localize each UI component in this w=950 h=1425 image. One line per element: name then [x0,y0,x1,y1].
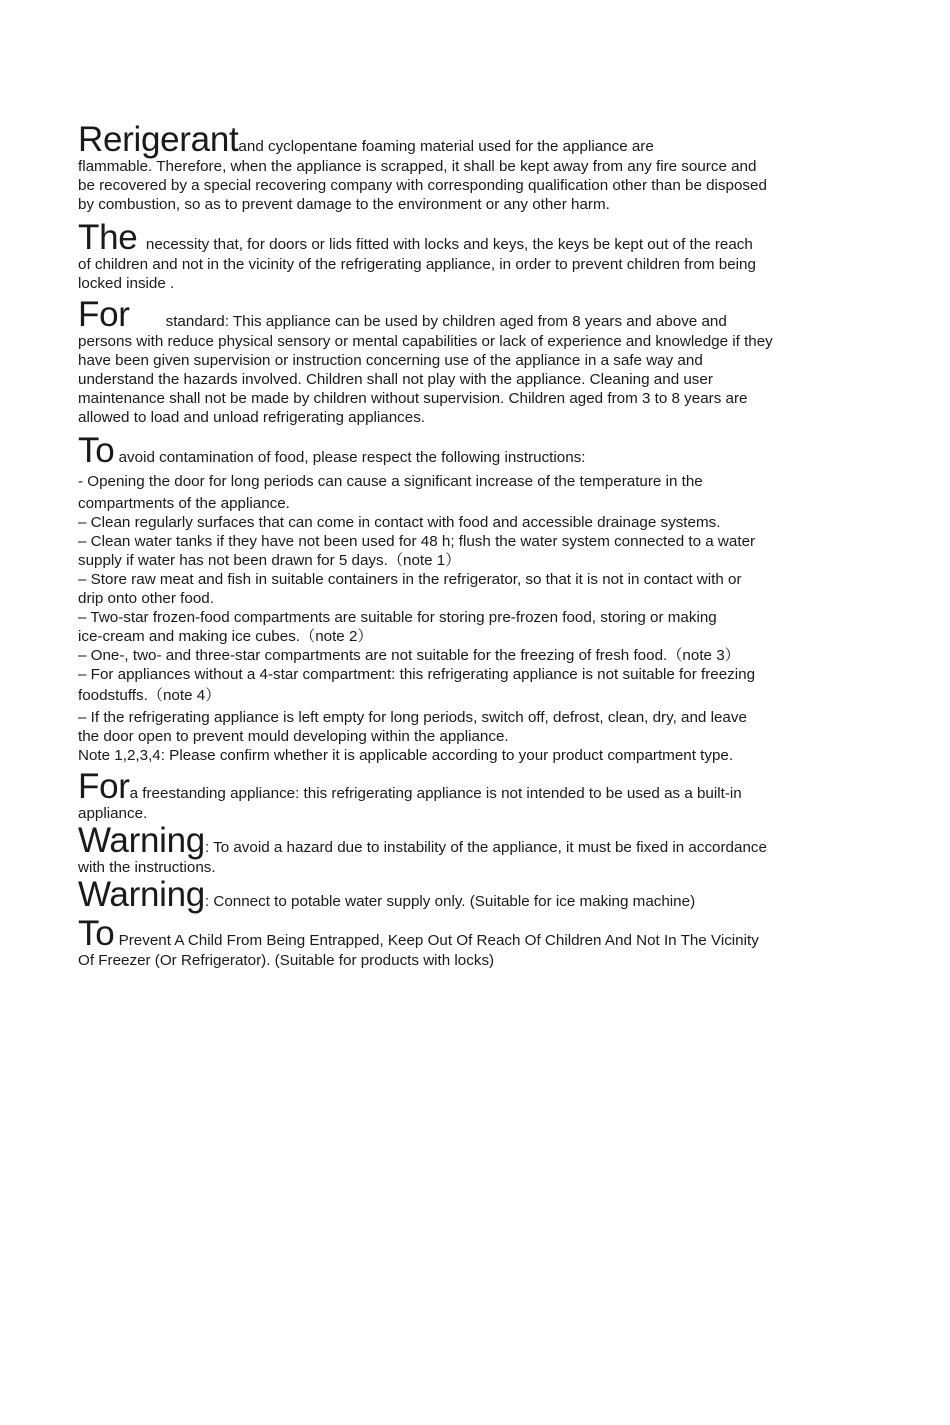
text-line: Prevent A Child From Being Entrapped, Keep Out Of Reach Of Children And Not In The Vicinity [118,932,759,949]
text-line: allowed to load and unload refrigerating appliances. [78,409,426,426]
list-item: - Opening the door for long periods can cause a significant increase of the temperature in the [78,473,703,490]
text-line: necessity that, for doors or lids fitted with locks and keys, the keys be kept out of the reach [145,236,753,253]
text-line: supply if water has not been drawn for 5 days.（note 1） [78,552,461,569]
text-line: : Connect to potable water supply only. (Suitable for ice making machine) [204,893,696,910]
paragraph-keys [78,220,868,293]
text-line: locked inside . [78,275,175,292]
text-line: with the instructions. [78,859,216,876]
paragraph-warning-stability [78,823,868,877]
paragraph-warning-water [78,877,868,912]
note-line: Note 1,2,3,4: Please confirm whether it is applicable according to your product compartment type. [78,747,734,764]
paragraph-entrapment [78,916,868,970]
text-line: maintenance shall not be made by children without supervision. Children aged from 3 to 8 years are [78,390,748,407]
lead-word: To [78,431,115,470]
text-line: flammable. Therefore, when the appliance is scrapped, it shall be kept away from any fire source and [78,158,757,175]
list-item: – Two-star frozen-food compartments are suitable for storing pre-frozen food, storing or making [78,609,717,626]
list-item: – Clean regularly surfaces that can come in contact with food and accessible drainage systems. [78,514,721,531]
text-line: : To avoid a hazard due to instability of the appliance, it must be fixed in accordance [204,839,767,856]
text-line: understand the hazards involved. Children shall not play with the appliance. Cleaning and user [78,371,713,388]
paragraph-standard [78,297,868,427]
list-item: – Store raw meat and fish in suitable containers in the refrigerator, so that it is not in contact with or [78,571,742,588]
paragraph-refrigerant [78,122,868,214]
text-line: foodstuffs.（note 4） [78,687,221,704]
text-line: and cyclopentane foaming material used for the appliance are [238,138,654,155]
text-line: avoid contamination of food, please respect the following instructions: [118,449,586,466]
text-line: of children and not in the vicinity of the refrigerating appliance, in order to prevent children from being [78,256,756,273]
text-line: standard: This appliance can be used by children aged from 8 years and above and [165,313,727,330]
document-page [78,122,868,970]
list-item: – One-, two- and three-star compartments are not suitable for the freezing of fresh food.（note 3） [78,647,740,664]
text-line: ice-cream and making ice cubes.（note 2） [78,628,373,645]
text-line: the door open to prevent mould developing within the appliance. [78,728,509,745]
lead-word: Rerigerant [78,120,239,159]
lead-word: Warning [78,821,205,860]
list-item: – If the refrigerating appliance is left empty for long periods, switch off, defrost, clean, dry, and leave [78,709,747,726]
paragraph-contamination [78,433,868,765]
text-line: Of Freezer (Or Refrigerator). (Suitable for products with locks) [78,952,495,969]
lead-word: For [78,295,130,334]
text-line: persons with reduce physical sensory or mental capabilities or lack of experience and knowledge if they [78,333,773,350]
text-line: by combustion, so as to prevent damage to the environment or any other harm. [78,196,610,213]
list-item: – Clean water tanks if they have not been used for 48 h; flush the water system connected to a water [78,533,756,550]
lead-word: The [78,218,138,257]
text-line: compartments of the appliance. [78,495,290,512]
text-line: drip onto other food. [78,590,214,607]
list-item: – For appliances without a 4-star compartment: this refrigerating appliance is not suitable for freezing [78,666,756,683]
text-line: be recovered by a special recovering company with corresponding qualification other than be disposed [78,177,767,194]
text-line: a freestanding appliance: this refrigerating appliance is not intended to be used as a built-in [129,785,742,802]
lead-word: For [78,767,130,806]
lead-word: Warning [78,875,205,914]
text-line: appliance. [78,805,148,822]
paragraph-freestanding [78,769,868,823]
text-line: have been given supervision or instruction concerning use of the appliance in a safe way and [78,352,703,369]
lead-word: To [78,914,115,953]
